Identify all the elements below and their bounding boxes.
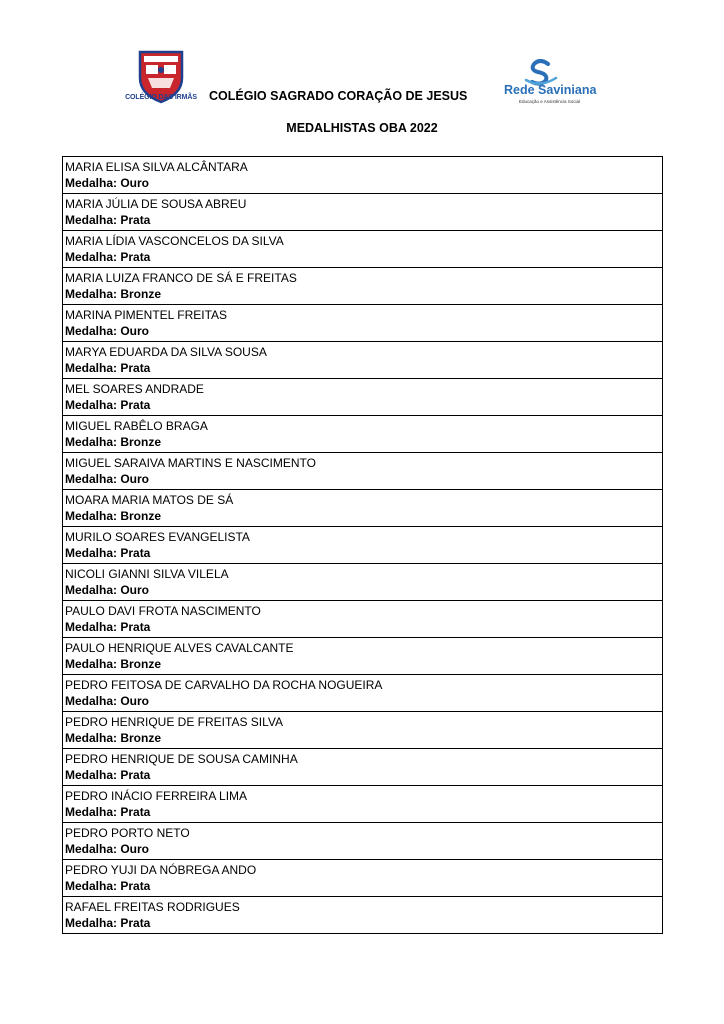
medal-label: Medalha: Ouro (65, 176, 150, 190)
document-title: MEDALHISTAS OBA 2022 (286, 121, 438, 135)
medal-label: Medalha: Bronze (65, 287, 162, 301)
student-name: MIGUEL SARAIVA MARTINS E NASCIMENTO (65, 456, 316, 470)
student-name: RAFAEL FREITAS RODRIGUES (65, 900, 240, 914)
student-name: MOARA MARIA MATOS DE SÁ (65, 493, 234, 507)
network-name: Rede Saviniana (504, 83, 597, 97)
table-row (63, 157, 662, 194)
table-row (63, 823, 662, 860)
medal-label: Medalha: Bronze (65, 657, 162, 671)
student-name: PAULO HENRIQUE ALVES CAVALCANTE (65, 641, 294, 655)
student-name: MARYA EDUARDA DA SILVA SOUSA (65, 345, 267, 359)
table-row (63, 675, 662, 712)
table-row (63, 860, 662, 897)
medal-label: Medalha: Ouro (65, 324, 150, 338)
table-row (63, 305, 662, 342)
table-row (63, 897, 662, 934)
table-row (63, 786, 662, 823)
student-name: PEDRO YUJI DA NÓBREGA ANDO (65, 863, 257, 877)
network-tagline: Educação e Assistência Social (519, 99, 581, 104)
student-name: MIGUEL RABÊLO BRAGA (65, 419, 208, 433)
medal-label: Medalha: Ouro (65, 583, 150, 597)
table-row (63, 638, 662, 675)
student-name: PEDRO INÁCIO FERREIRA LIMA (65, 789, 248, 803)
medal-label: Medalha: Ouro (65, 842, 150, 856)
table-row (63, 379, 662, 416)
medal-label: Medalha: Prata (65, 250, 151, 264)
medal-label: Medalha: Prata (65, 398, 151, 412)
medal-label: Medalha: Ouro (65, 694, 150, 708)
table-row (63, 527, 662, 564)
table-row (63, 749, 662, 786)
student-name: PEDRO HENRIQUE DE FREITAS SILVA (65, 715, 284, 729)
student-name: MARIA JÚLIA DE SOUSA ABREU (65, 197, 247, 211)
medal-label: Medalha: Bronze (65, 509, 162, 523)
student-name: MURILO SOARES EVANGELISTA (65, 530, 250, 544)
medal-label: Medalha: Prata (65, 213, 151, 227)
table-row (63, 712, 662, 749)
table-row (63, 453, 662, 490)
medal-label: Medalha: Prata (65, 805, 151, 819)
table-row (63, 342, 662, 379)
medal-label: Medalha: Prata (65, 768, 151, 782)
table-row (63, 231, 662, 268)
table-row (63, 194, 662, 231)
table-row (63, 416, 662, 453)
student-name: MARIA ELISA SILVA ALCÂNTARA (65, 160, 248, 174)
medal-label: Medalha: Ouro (65, 472, 150, 486)
school-name: COLÉGIO SAGRADO CORAÇÃO DE JESUS (209, 89, 468, 103)
student-name: PAULO DAVI FROTA NASCIMENTO (65, 604, 261, 618)
table-row (63, 601, 662, 638)
student-name: NICOLI GIANNI SILVA VILELA (65, 567, 229, 581)
medal-label: Medalha: Prata (65, 361, 151, 375)
student-name: PEDRO PORTO NETO (65, 826, 190, 840)
medal-label: Medalha: Prata (65, 916, 151, 930)
student-name: MEL SOARES ANDRADE (65, 382, 204, 396)
medal-label: Medalha: Prata (65, 546, 151, 560)
medalists-table (62, 156, 663, 934)
student-name: MARIA LÍDIA VASCONCELOS DA SILVA (65, 234, 284, 248)
student-name: MARIA LUIZA FRANCO DE SÁ E FREITAS (65, 271, 297, 285)
table-row (63, 268, 662, 305)
medal-label: Medalha: Bronze (65, 435, 162, 449)
table-row (63, 490, 662, 527)
medal-label: Medalha: Prata (65, 620, 151, 634)
student-name: PEDRO HENRIQUE DE SOUSA CAMINHA (65, 752, 298, 766)
student-name: PEDRO FEITOSA DE CARVALHO DA ROCHA NOGUEIRA (65, 678, 383, 692)
crest-caption: COLÉGIO DAS IRMÃS (125, 94, 197, 101)
medal-label: Medalha: Prata (65, 879, 151, 893)
medal-label: Medalha: Bronze (65, 731, 162, 745)
student-name: MARINA PIMENTEL FREITAS (65, 308, 228, 322)
table-row (63, 564, 662, 601)
